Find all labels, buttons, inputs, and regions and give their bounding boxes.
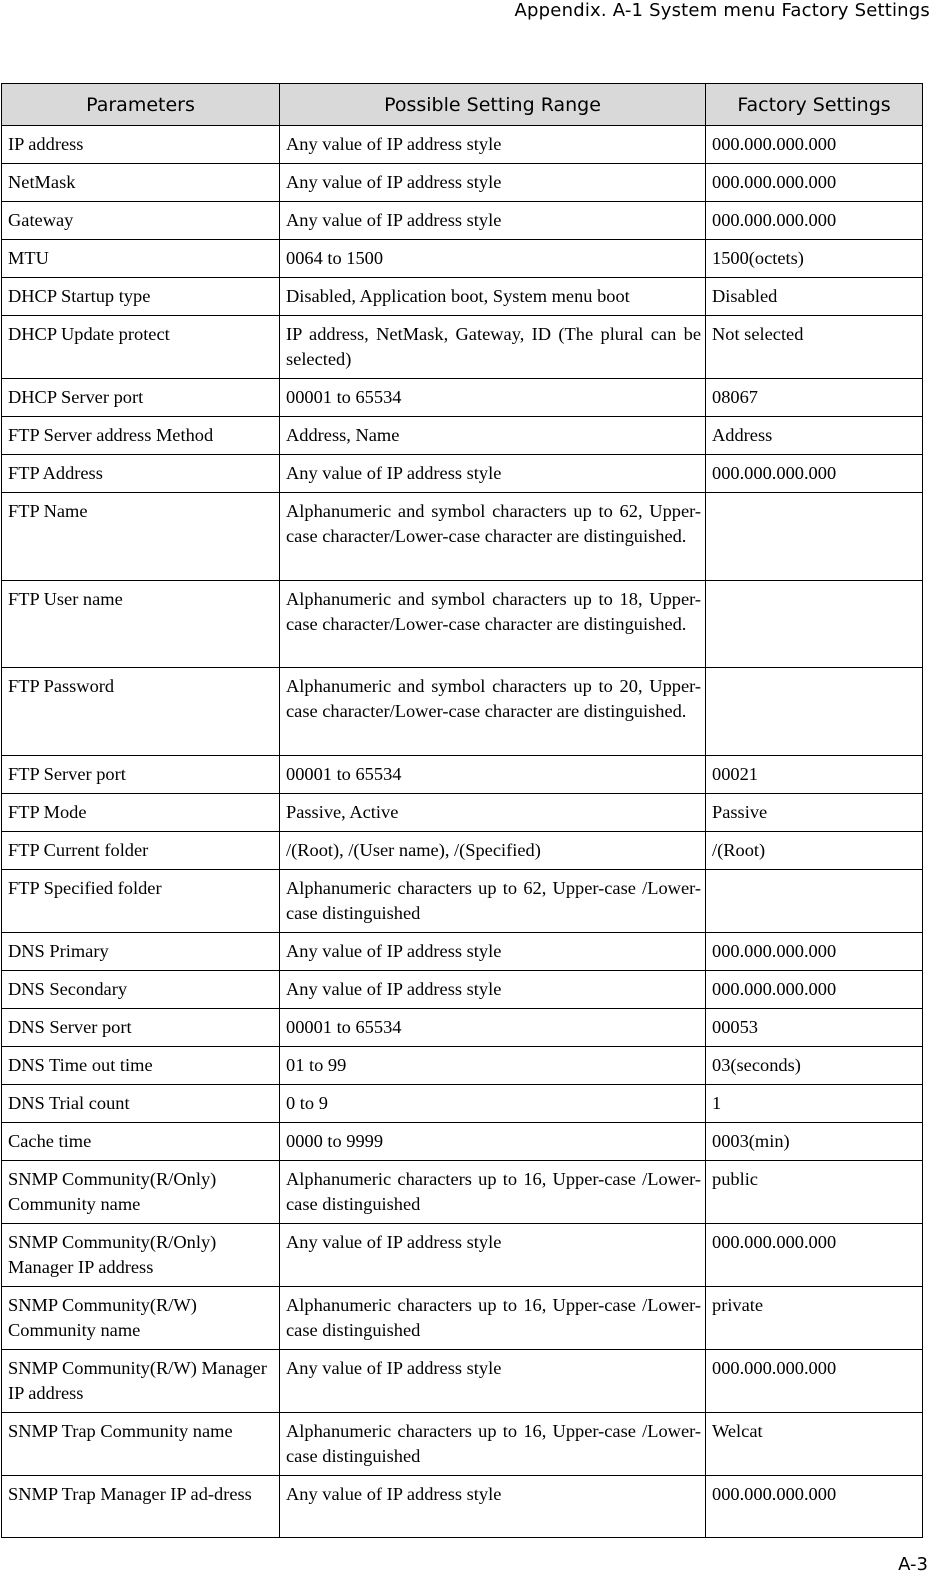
cell-parameter: IP address — [2, 126, 280, 164]
cell-parameter: Cache time — [2, 1123, 280, 1161]
cell-range: 0064 to 1500 — [280, 240, 706, 278]
cell-range: Any value of IP address style — [280, 1476, 706, 1538]
table-row — [2, 1123, 923, 1161]
table-body — [2, 126, 923, 1538]
cell-range: Any value of IP address style — [280, 126, 706, 164]
cell-parameter: Gateway — [2, 202, 280, 240]
cell-range: Any value of IP address style — [280, 971, 706, 1009]
table-row — [2, 455, 923, 493]
cell-range: 01 to 99 — [280, 1047, 706, 1085]
cell-factory-setting: 1 — [706, 1085, 923, 1123]
cell-parameter: FTP Mode — [2, 794, 280, 832]
table-row — [2, 1161, 923, 1224]
table-row — [2, 164, 923, 202]
cell-parameter: DHCP Startup type — [2, 278, 280, 316]
cell-factory-setting — [706, 668, 923, 756]
column-header-parameters: Parameters — [2, 84, 280, 126]
cell-parameter: NetMask — [2, 164, 280, 202]
table-row — [2, 493, 923, 581]
cell-factory-setting: 08067 — [706, 379, 923, 417]
cell-range: Alphanumeric characters up to 62, Upper-case /Lower-case distinguished — [280, 870, 706, 933]
table-row — [2, 1413, 923, 1476]
table-row — [2, 278, 923, 316]
cell-factory-setting — [706, 581, 923, 668]
cell-factory-setting: public — [706, 1161, 923, 1224]
cell-factory-setting: Disabled — [706, 278, 923, 316]
cell-parameter: DHCP Server port — [2, 379, 280, 417]
cell-range: Any value of IP address style — [280, 933, 706, 971]
cell-range: /(Root), /(User name), /(Specified) — [280, 832, 706, 870]
cell-range: Passive, Active — [280, 794, 706, 832]
table-row — [2, 1287, 923, 1350]
cell-parameter: FTP Current folder — [2, 832, 280, 870]
cell-factory-setting: private — [706, 1287, 923, 1350]
table-row — [2, 794, 923, 832]
cell-range: Any value of IP address style — [280, 455, 706, 493]
cell-factory-setting: 00053 — [706, 1009, 923, 1047]
cell-parameter: DNS Time out time — [2, 1047, 280, 1085]
table-row — [2, 756, 923, 794]
table-row — [2, 1476, 923, 1538]
cell-parameter: DNS Server port — [2, 1009, 280, 1047]
cell-range: Any value of IP address style — [280, 164, 706, 202]
cell-parameter: DNS Secondary — [2, 971, 280, 1009]
cell-range: Alphanumeric and symbol characters up to 20, Upper-case character/Lower-case character are distinguished. — [280, 668, 706, 756]
cell-parameter: FTP Specified folder — [2, 870, 280, 933]
table-row — [2, 379, 923, 417]
cell-range: Alphanumeric and symbol characters up to 62, Upper-case character/Lower-case character are distinguished. — [280, 493, 706, 581]
cell-factory-setting: 000.000.000.000 — [706, 971, 923, 1009]
cell-factory-setting: Not selected — [706, 316, 923, 379]
table-row — [2, 933, 923, 971]
factory-settings-table — [1, 83, 923, 1538]
table-row — [2, 1350, 923, 1413]
column-header-factory: Factory Settings — [706, 84, 923, 126]
table-row — [2, 581, 923, 668]
cell-factory-setting: /(Root) — [706, 832, 923, 870]
cell-factory-setting: Address — [706, 417, 923, 455]
cell-range: IP address, NetMask, Gateway, ID (The plural can be selected) — [280, 316, 706, 379]
cell-range: Address, Name — [280, 417, 706, 455]
table-row — [2, 870, 923, 933]
cell-factory-setting — [706, 870, 923, 933]
cell-factory-setting — [706, 493, 923, 581]
cell-factory-setting: 0003(min) — [706, 1123, 923, 1161]
cell-factory-setting: 000.000.000.000 — [706, 1350, 923, 1413]
cell-parameter: FTP User name — [2, 581, 280, 668]
cell-range: Alphanumeric characters up to 16, Upper-case /Lower-case distinguished — [280, 1287, 706, 1350]
cell-range: 0000 to 9999 — [280, 1123, 706, 1161]
cell-factory-setting: Welcat — [706, 1413, 923, 1476]
table-row — [2, 832, 923, 870]
cell-range: 00001 to 65534 — [280, 756, 706, 794]
cell-parameter: SNMP Community(R/W) Community name — [2, 1287, 280, 1350]
cell-range: Alphanumeric and symbol characters up to 18, Upper-case character/Lower-case character are distinguished. — [280, 581, 706, 668]
cell-factory-setting: 00021 — [706, 756, 923, 794]
cell-parameter: DHCP Update protect — [2, 316, 280, 379]
cell-factory-setting: 000.000.000.000 — [706, 1224, 923, 1287]
cell-factory-setting: 1500(octets) — [706, 240, 923, 278]
table-row — [2, 1009, 923, 1047]
cell-range: 00001 to 65534 — [280, 1009, 706, 1047]
cell-range: Any value of IP address style — [280, 202, 706, 240]
cell-factory-setting: Passive — [706, 794, 923, 832]
cell-factory-setting: 000.000.000.000 — [706, 164, 923, 202]
cell-factory-setting: 000.000.000.000 — [706, 933, 923, 971]
cell-parameter: MTU — [2, 240, 280, 278]
table-row — [2, 202, 923, 240]
table-row — [2, 971, 923, 1009]
table-row — [2, 240, 923, 278]
cell-factory-setting: 03(seconds) — [706, 1047, 923, 1085]
table-row — [2, 1085, 923, 1123]
cell-parameter: DNS Trial count — [2, 1085, 280, 1123]
cell-parameter: FTP Server port — [2, 756, 280, 794]
table-row — [2, 316, 923, 379]
cell-factory-setting: 000.000.000.000 — [706, 202, 923, 240]
table-row — [2, 1047, 923, 1085]
page-header: Appendix. A-1 System menu Factory Settings — [514, 0, 930, 21]
column-header-range: Possible Setting Range — [280, 84, 706, 126]
cell-parameter: SNMP Community(R/Only) Manager IP address — [2, 1224, 280, 1287]
cell-range: 00001 to 65534 — [280, 379, 706, 417]
cell-parameter: FTP Password — [2, 668, 280, 756]
page-number: A-3 — [898, 1554, 928, 1575]
cell-parameter: SNMP Community(R/Only) Community name — [2, 1161, 280, 1224]
cell-range: Alphanumeric characters up to 16, Upper-case /Lower-case distinguished — [280, 1161, 706, 1224]
cell-parameter: FTP Address — [2, 455, 280, 493]
cell-parameter: SNMP Trap Manager IP ad-dress — [2, 1476, 280, 1538]
cell-parameter: SNMP Community(R/W) Manager IP address — [2, 1350, 280, 1413]
cell-parameter: FTP Name — [2, 493, 280, 581]
table-row — [2, 1224, 923, 1287]
cell-factory-setting: 000.000.000.000 — [706, 455, 923, 493]
cell-range: Any value of IP address style — [280, 1350, 706, 1413]
table-header-row — [2, 84, 923, 126]
cell-range: Disabled, Application boot, System menu boot — [280, 278, 706, 316]
table-row — [2, 668, 923, 756]
cell-range: Any value of IP address style — [280, 1224, 706, 1287]
table-row — [2, 417, 923, 455]
cell-range: Alphanumeric characters up to 16, Upper-case /Lower-case distinguished — [280, 1413, 706, 1476]
cell-parameter: DNS Primary — [2, 933, 280, 971]
cell-parameter: FTP Server address Method — [2, 417, 280, 455]
table-row — [2, 126, 923, 164]
cell-factory-setting: 000.000.000.000 — [706, 1476, 923, 1538]
cell-parameter: SNMP Trap Community name — [2, 1413, 280, 1476]
cell-factory-setting: 000.000.000.000 — [706, 126, 923, 164]
cell-range: 0 to 9 — [280, 1085, 706, 1123]
